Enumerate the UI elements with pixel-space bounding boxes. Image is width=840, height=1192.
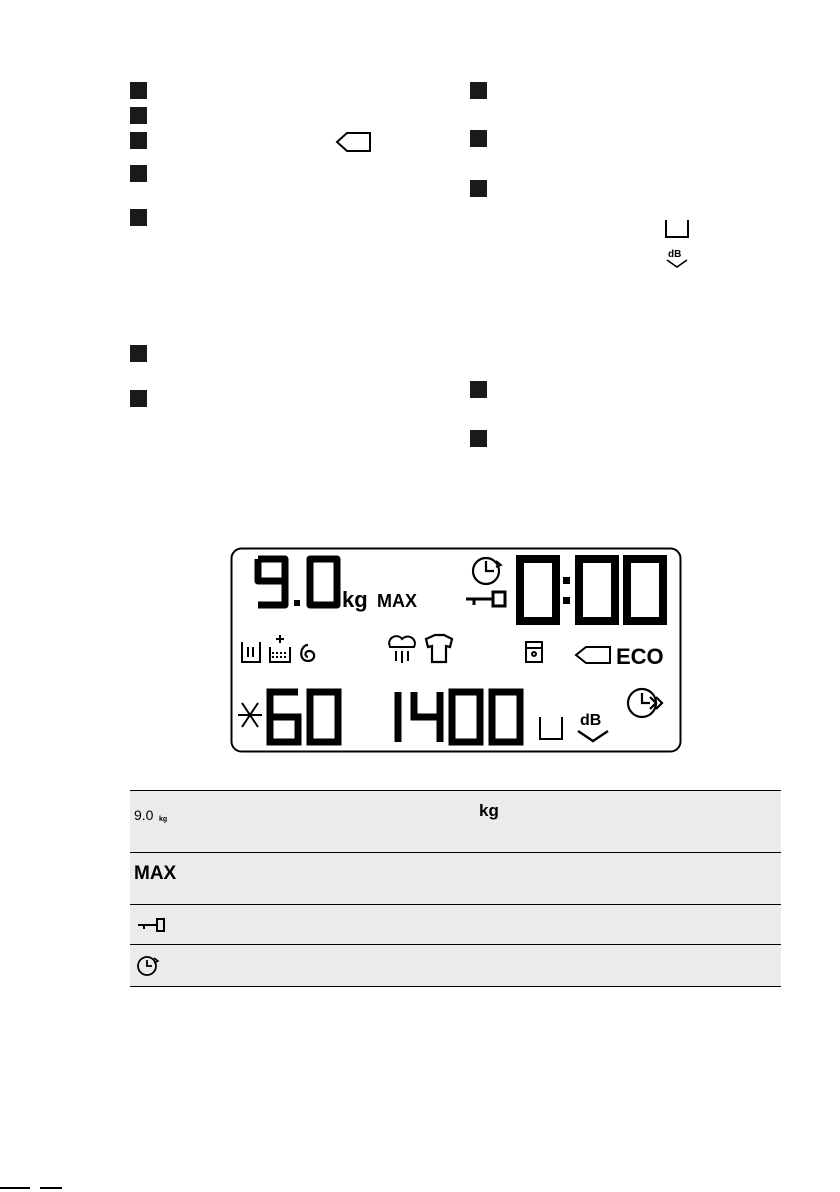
callout-marker xyxy=(470,180,487,197)
table-row xyxy=(130,790,781,853)
table-row xyxy=(130,852,781,905)
weight-symbol-icon xyxy=(134,807,178,823)
callout-marker xyxy=(130,345,147,362)
callout-marker xyxy=(470,130,487,147)
key-lock-icon xyxy=(136,917,166,933)
weight-symbol-unit: kg xyxy=(159,816,168,823)
weight-symbol-text: 9.0 xyxy=(134,807,154,823)
callout-marker xyxy=(470,430,487,447)
max-symbol: MAX xyxy=(134,863,177,884)
callout-marker xyxy=(130,82,147,99)
extra-silent-icon xyxy=(662,218,692,240)
max-label: MAX xyxy=(377,591,417,611)
weight-unit: kg xyxy=(342,587,368,612)
db-lcd-label: dB xyxy=(580,712,602,729)
table-row xyxy=(130,904,781,945)
callout-marker xyxy=(130,132,147,149)
delay-clock-icon xyxy=(136,954,162,978)
callout-marker xyxy=(130,390,147,407)
db-quiet-icon xyxy=(664,247,690,269)
eco-label: ECO xyxy=(616,644,664,669)
callout-marker xyxy=(130,165,147,182)
callout-marker xyxy=(130,209,147,226)
time-save-icon xyxy=(335,131,373,153)
kg-unit-text: kg xyxy=(479,801,499,820)
callout-marker xyxy=(470,82,487,99)
lcd-display-panel xyxy=(230,547,682,753)
callout-marker xyxy=(470,381,487,398)
callout-marker xyxy=(130,107,147,124)
page-edge-fragment xyxy=(0,1186,70,1192)
table-row xyxy=(130,944,781,987)
db-quiet-label: dB xyxy=(668,249,682,260)
